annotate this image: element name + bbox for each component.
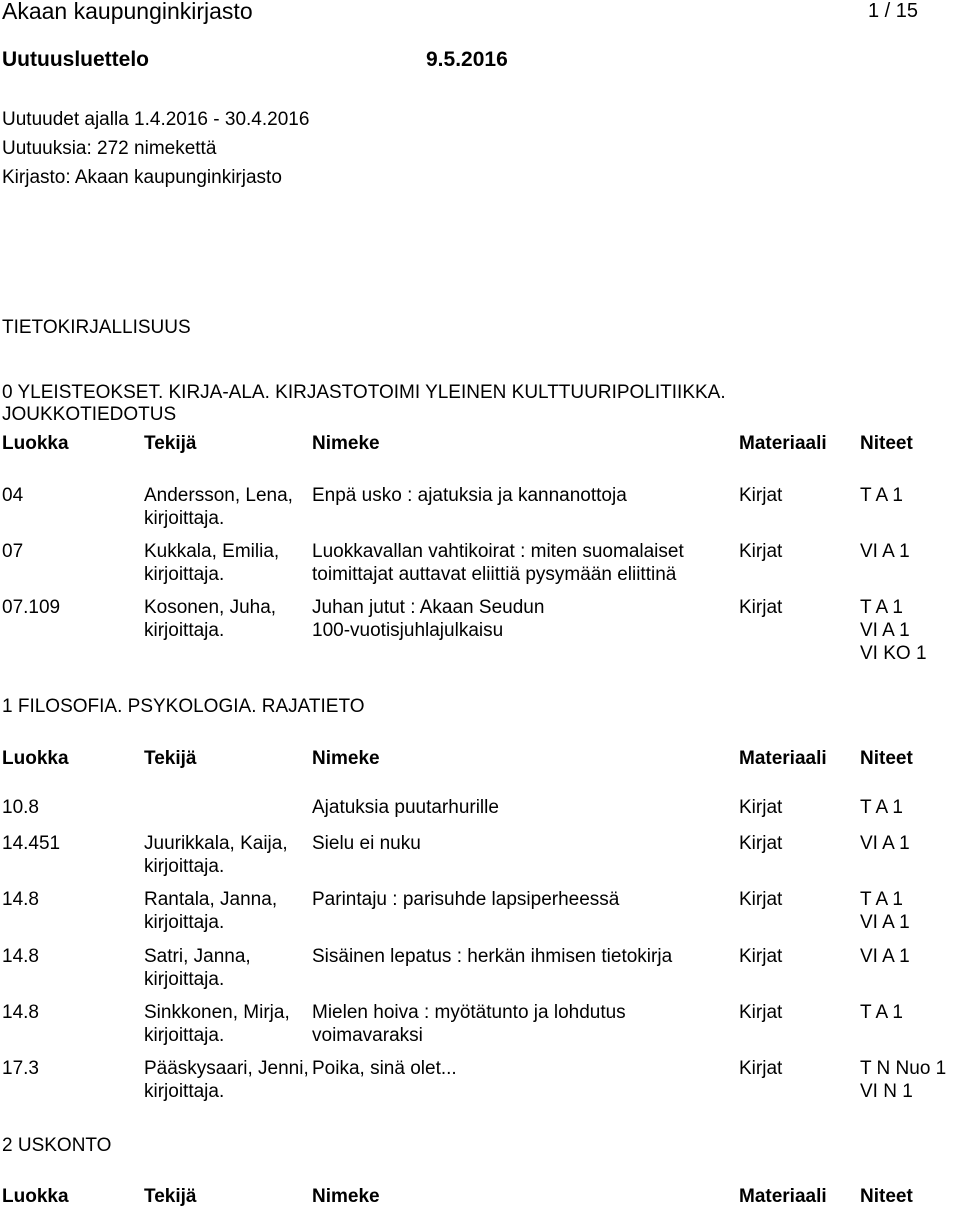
row-nimeke: Luokkavallan vahtikoirat : miten suomalaiset toimittajat auttavat eliittiä pysymään eliittinä (312, 541, 684, 585)
row-tekija: Satri, Janna, kirjoittaja. (144, 946, 251, 990)
category-heading: TIETOKIRJALLISUUS (2, 317, 191, 338)
row-materiaali: Kirjat (739, 889, 783, 910)
col-niteet: Niteet (860, 433, 913, 454)
row-niteet (860, 832, 910, 855)
table-row (2, 796, 942, 819)
col-tekija: Tekijä (144, 1186, 197, 1207)
row-luokka: 07.109 (2, 597, 61, 618)
column-header-row (2, 747, 942, 770)
table-row (2, 832, 942, 878)
row-luokka: 17.3 (2, 1058, 39, 1079)
row-materiaali: Kirjat (739, 541, 783, 562)
row-tekija: Sinkkonen, Mirja, kirjoittaja. (144, 1002, 290, 1046)
row-tekija: Kukkala, Emilia, kirjoittaja. (144, 541, 280, 585)
section-heading: 2 USKONTO (2, 1135, 112, 1156)
col-materiaali: Materiaali (739, 1186, 827, 1207)
row-materiaali: Kirjat (739, 485, 783, 506)
page-number: 1 / 15 (868, 0, 919, 22)
row-luokka: 14.451 (2, 833, 61, 854)
row-nimeke: Juhan jutut : Akaan Seudun 100-vuotisjuhlajulkaisu (312, 597, 545, 641)
row-luokka: 10.8 (2, 797, 39, 818)
niteet-line: VI KO 1 (860, 643, 927, 664)
niteet-line: VI N 1 (860, 1081, 913, 1102)
col-luokka: Luokka (2, 1186, 69, 1207)
niteet-line: VI A 1 (860, 833, 910, 854)
col-luokka: Luokka (2, 748, 69, 769)
col-materiaali: Materiaali (739, 748, 827, 769)
row-niteet (860, 484, 903, 507)
column-header-row (2, 432, 942, 455)
niteet-line: T A 1 (860, 597, 903, 618)
col-niteet: Niteet (860, 1186, 913, 1207)
niteet-line: VI A 1 (860, 946, 910, 967)
col-luokka: Luokka (2, 433, 69, 454)
row-nimeke: Ajatuksia puutarhurille (312, 797, 499, 818)
library-text: Kirjasto: Akaan kaupunginkirjasto (2, 167, 282, 188)
col-tekija: Tekijä (144, 748, 197, 769)
row-nimeke: Mielen hoiva : myötätunto ja lohdutus voimavaraksi (312, 1002, 626, 1046)
niteet-line: VI A 1 (860, 541, 910, 562)
row-tekija: Pääskysaari, Jenni, kirjoittaja. (144, 1058, 309, 1102)
table-row (2, 1057, 958, 1103)
col-materiaali: Materiaali (739, 433, 827, 454)
niteet-line: VI A 1 (860, 620, 910, 641)
section-heading: 0 YLEISTEOKSET. KIRJA-ALA. KIRJASTOTOIMI YLEINEN KULTTUURIPOLITIIKKA. (2, 382, 726, 403)
row-nimeke: Parintaju : parisuhde lapsiperheessä (312, 889, 620, 910)
library-name: Akaan kaupunginkirjasto (2, 0, 253, 24)
row-niteet (860, 1001, 903, 1024)
row-luokka: 14.8 (2, 946, 39, 967)
row-niteet (860, 888, 910, 934)
niteet-line: T A 1 (860, 889, 903, 910)
niteet-line: T A 1 (860, 485, 903, 506)
row-materiaali: Kirjat (739, 833, 783, 854)
row-niteet (860, 796, 903, 819)
row-niteet (860, 596, 927, 665)
col-niteet: Niteet (860, 748, 913, 769)
count-text: Uutuuksia: 272 nimekettä (2, 138, 217, 159)
col-nimeke: Nimeke (312, 1186, 380, 1207)
table-row (2, 888, 942, 934)
row-luokka: 04 (2, 485, 24, 506)
row-tekija: Juurikkala, Kaija, kirjoittaja. (144, 833, 288, 877)
col-tekija: Tekijä (144, 433, 197, 454)
period-text: Uutuudet ajalla 1.4.2016 - 30.4.2016 (2, 109, 310, 130)
table-row (2, 484, 942, 530)
row-niteet (860, 540, 910, 563)
row-materiaali: Kirjat (739, 946, 783, 967)
row-nimeke: Enpä usko : ajatuksia ja kannanottoja (312, 485, 627, 506)
column-header-row (2, 1185, 942, 1208)
row-tekija: Kosonen, Juha, kirjoittaja. (144, 597, 277, 641)
table-row (2, 540, 942, 586)
niteet-line: T A 1 (860, 1002, 903, 1023)
row-materiaali: Kirjat (739, 1058, 783, 1079)
row-materiaali: Kirjat (739, 1002, 783, 1023)
niteet-line: T N Nuo 1 (860, 1058, 947, 1079)
row-tekija: Rantala, Janna, kirjoittaja. (144, 889, 278, 933)
row-luokka: 07 (2, 541, 24, 562)
row-materiaali: Kirjat (739, 797, 783, 818)
row-materiaali: Kirjat (739, 597, 783, 618)
row-nimeke: Poika, sinä olet... (312, 1058, 457, 1079)
row-niteet (860, 945, 910, 968)
table-row (2, 945, 942, 991)
row-nimeke: Sielu ei nuku (312, 833, 421, 854)
table-row (2, 596, 942, 665)
list-date: 9.5.2016 (426, 48, 508, 71)
row-nimeke: Sisäinen lepatus : herkän ihmisen tietokirja (312, 946, 673, 967)
list-title: Uutuusluettelo (2, 48, 149, 71)
niteet-line: VI A 1 (860, 912, 910, 933)
section-heading: 1 FILOSOFIA. PSYKOLOGIA. RAJATIETO (2, 696, 365, 717)
col-nimeke: Nimeke (312, 748, 380, 769)
col-nimeke: Nimeke (312, 433, 380, 454)
table-row (2, 1001, 942, 1047)
row-luokka: 14.8 (2, 1002, 39, 1023)
section-heading-cont: JOUKKOTIEDOTUS (2, 404, 177, 425)
niteet-line: T A 1 (860, 797, 903, 818)
row-luokka: 14.8 (2, 889, 39, 910)
row-tekija: Andersson, Lena, kirjoittaja. (144, 485, 293, 529)
row-niteet (860, 1057, 946, 1103)
